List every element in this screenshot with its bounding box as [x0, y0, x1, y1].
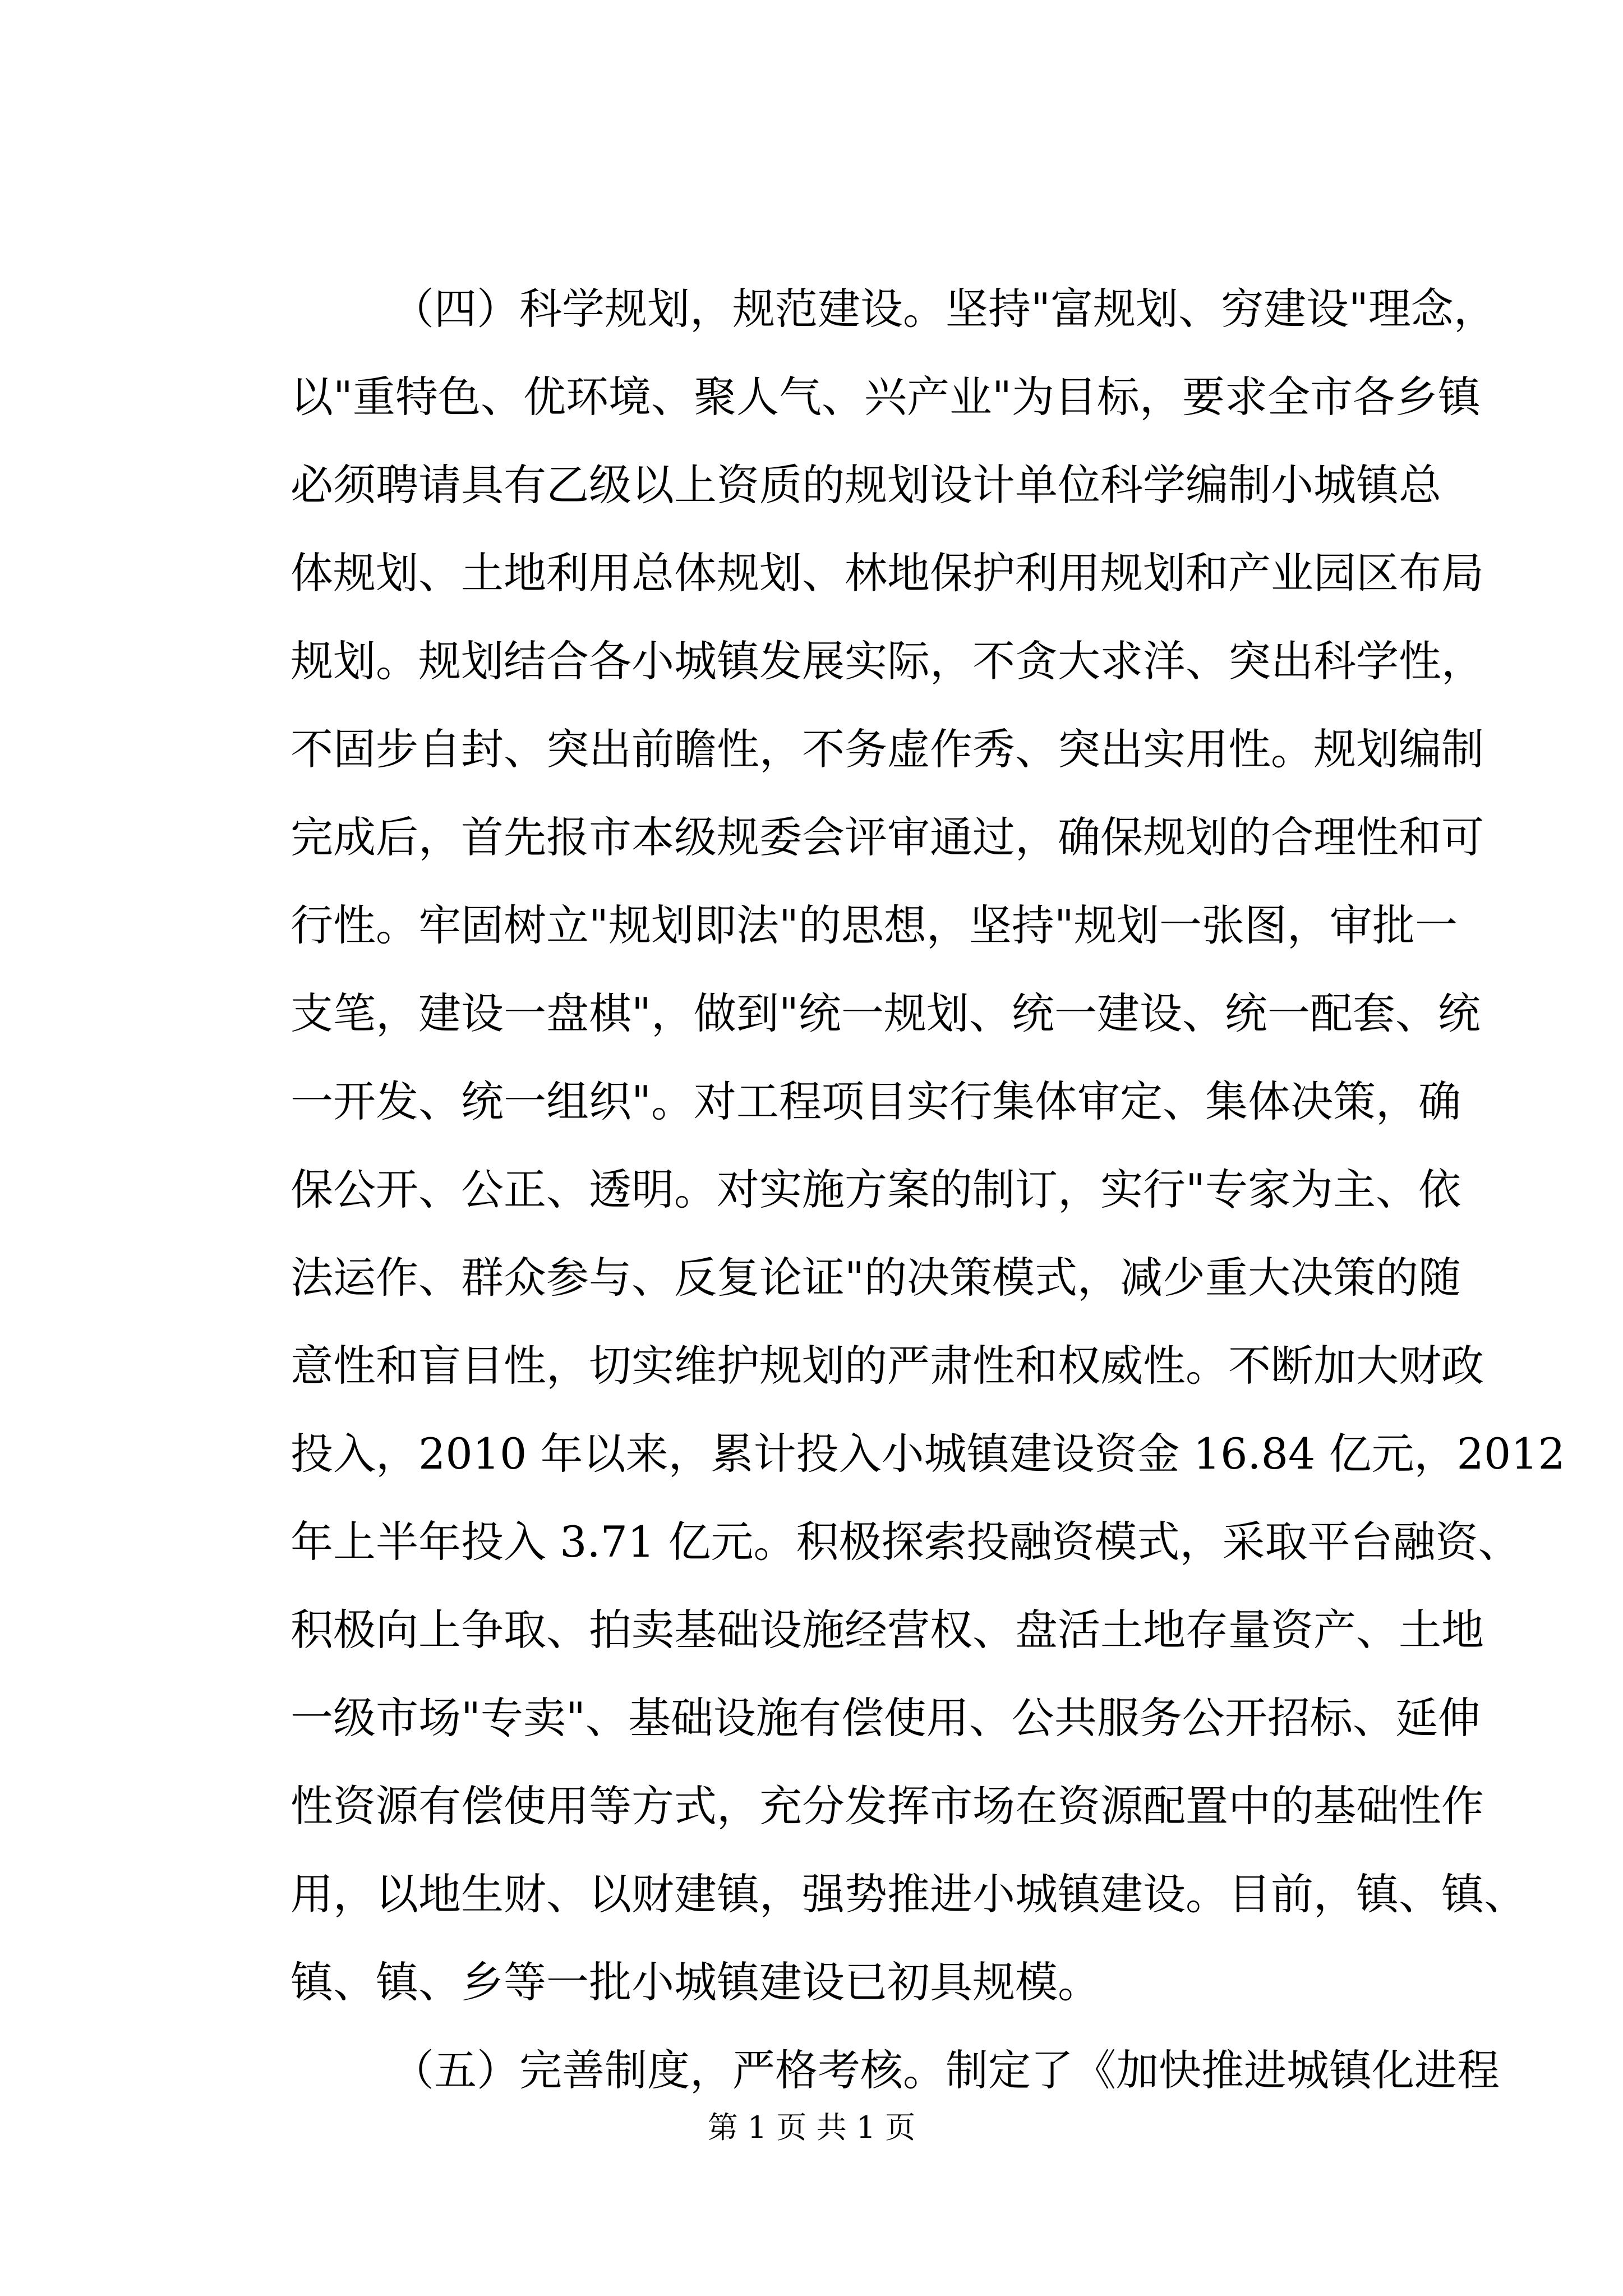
text-line: 一级市场"专卖"、基础设施有偿使用、公共服务公开招标、延伸	[291, 1693, 1481, 1743]
text-line: 体规划、土地利用总体规划、林地保护利用规划和产业园区布局	[291, 548, 1484, 598]
text-line: 规划。规划结合各小城镇发展实际，不贪大求洋、突出科学性，	[291, 636, 1484, 686]
text-line: 法运作、群众参与、反复论证"的决策模式，减少重大决策的随	[291, 1253, 1461, 1303]
text-line: 意性和盲目性，切实维护规划的严肃性和权威性。不断加大财政	[291, 1341, 1484, 1391]
text-line: 一开发、统一组织"。对工程项目实行集体审定、集体决策，确	[291, 1076, 1461, 1126]
page-footer: 第 1 页 共 1 页	[707, 2110, 916, 2145]
text-line: 年上半年投入 3.71 亿元。积极探索投融资模式，采取平台融资、	[291, 1517, 1521, 1567]
text-line: 行性。牢固树立"规划即法"的思想，坚持"规划一张图，审批一	[291, 900, 1458, 950]
text-line: 支笔，建设一盘棋"，做到"统一规划、统一建设、统一配套、统	[291, 988, 1481, 1038]
text-line: 以"重特色、优环境、聚人气、兴产业"为目标，要求全市各乡镇	[291, 372, 1481, 422]
paragraph-5-heading-line: （五）完善制度，严格考核。制定了《加快推进城镇化进程	[391, 2045, 1500, 2095]
text-line: 不固步自封、突出前瞻性，不务虚作秀、突出实用性。规划编制	[291, 724, 1484, 774]
text-line: 完成后，首先报市本级规委会评审通过，确保规划的合理性和可	[291, 812, 1484, 862]
paragraph-4-heading-line: （四）科学规划，规范建设。坚持"富规划、穷建设"理念，	[391, 284, 1496, 334]
text-line: 保公开、公正、透明。对实施方案的制订，实行"专家为主、依	[291, 1165, 1461, 1214]
text-line: 投入，2010 年以来，累计投入小城镇建设资金 16.84 亿元，2012	[291, 1429, 1565, 1479]
text-line: 性资源有偿使用等方式，充分发挥市场在资源配置中的基础性作	[291, 1781, 1484, 1831]
text-line: 用，以地生财、以财建镇，强势推进小城镇建设。目前，镇、镇、	[291, 1869, 1527, 1919]
paragraph-4-last-line: 镇、镇、乡等一批小城镇建设已初具规模。	[291, 1957, 1100, 2007]
body-text	[291, 265, 1565, 2114]
text-line: 必须聘请具有乙级以上资质的规划设计单位科学编制小城镇总	[291, 460, 1441, 510]
text-line: 积极向上争取、拍卖基础设施经营权、盘活土地存量资产、土地	[291, 1605, 1484, 1655]
